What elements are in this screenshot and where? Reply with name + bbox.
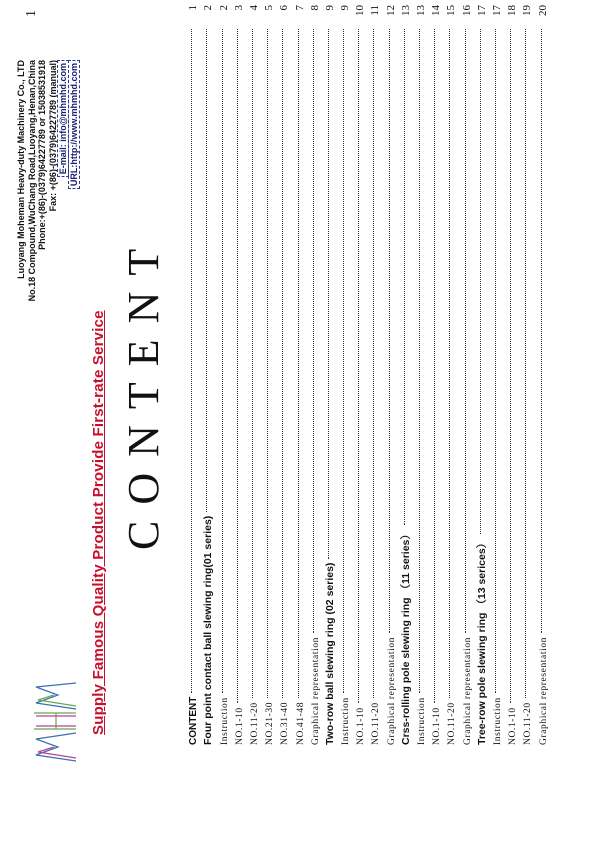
toc-entry[interactable]	[529, 5, 549, 745]
company-info	[16, 60, 79, 480]
toc-entry-page: 9	[323, 5, 336, 11]
toc-entry-page: 17	[475, 5, 488, 16]
toc-dot-leader	[298, 29, 314, 633]
toc-entry-label: Graphical representation	[386, 636, 397, 745]
toc-dot-leader	[373, 29, 389, 633]
toc-entry-label: Tree-row pole slewing ring （13 serices）	[475, 537, 488, 745]
toc-entry-label: NO.1-10	[432, 707, 443, 745]
toc-entry-page: 7	[293, 5, 306, 11]
toc-entry-label: Instruction	[341, 697, 352, 745]
toc-dot-leader	[313, 29, 329, 559]
company-logo	[28, 681, 80, 765]
company-url-line	[69, 60, 80, 480]
toc-entry-label: Instruction	[417, 697, 427, 745]
toc-dot-leader	[222, 29, 238, 703]
toc-entry-page: 10	[354, 5, 367, 16]
toc-entry-page: 1	[187, 5, 200, 11]
company-email-line	[58, 60, 69, 480]
toc-entry-label: Instruction	[492, 697, 503, 745]
toc-entry-label: Four point contact ball slewing ring(01 series)	[202, 515, 215, 745]
toc-dot-leader	[282, 29, 298, 698]
toc-entry-page: 4	[247, 5, 260, 11]
toc-entry-label: Graphical representation	[462, 636, 473, 745]
company-email[interactable]: E-mail: info@mhmhd.com	[57, 60, 69, 177]
company-url[interactable]: URL:http://www.mhmhd.com	[68, 60, 80, 189]
toc-entry-label: NO.41-48	[295, 701, 306, 745]
company-address: No.18 Compound,WuChang Road,Luoyang,Henan,China	[26, 60, 37, 302]
toc-entry-page: 13	[399, 5, 412, 16]
toc-entry-label: CONTENT	[188, 696, 200, 745]
toc-entry-label: Two-row ball slewing ring (02 series)	[323, 562, 336, 745]
toc-entry-label: Graphical representation	[310, 636, 321, 745]
toc-dot-leader	[449, 29, 465, 633]
toc-entry-page: 13	[415, 5, 427, 16]
toc-entry-page: 6	[278, 5, 291, 11]
toc-entry-label: NO.1-10	[234, 707, 245, 745]
toc-entry-label: Crss-rolling pole slewing ring （11 series）	[399, 529, 412, 745]
page-title: CONTENT	[119, 232, 168, 550]
toc-entry-page: 20	[536, 5, 549, 16]
toc-entry-page: 12	[384, 5, 397, 16]
toc-dot-leader	[206, 29, 222, 693]
toc-entry-label: Instruction	[219, 697, 230, 745]
toc-dot-leader	[176, 29, 192, 693]
toc-dot-leader	[510, 29, 526, 698]
toc-entry-label: Graphical representation	[538, 636, 549, 745]
toc-entry-page: 15	[445, 5, 458, 16]
toc-entry-page: 2	[202, 5, 215, 11]
company-name: Luoyang Moheman Heavy-duty Machinery Co., LTD	[16, 60, 26, 279]
toc-entry-page: 19	[521, 5, 534, 16]
toc-entry-label: NO.21-30	[265, 701, 276, 745]
toc-entry-label: NO.11-20	[523, 702, 534, 745]
toc-entry-page: 5	[263, 5, 276, 11]
company-phone: Phone:+(86)-(0379)64227789 or 15038531918	[37, 60, 47, 250]
toc-entry-label: NO.31-40	[280, 701, 291, 745]
toc-entry-page: 14	[430, 5, 443, 16]
toc-dot-leader	[328, 29, 344, 693]
toc-entry-page: 16	[460, 5, 473, 16]
toc-dot-leader	[343, 29, 359, 703]
toc-entry-page: 9	[339, 5, 352, 11]
toc-dot-leader	[404, 29, 420, 693]
toc-dot-leader	[419, 29, 435, 703]
toc-entry-page: 3	[232, 5, 245, 11]
page-number: 1	[24, 10, 39, 17]
toc-dot-leader	[252, 29, 268, 698]
toc-entry-page: 8	[308, 5, 321, 11]
toc-dot-leader	[191, 29, 207, 512]
toc-dot-leader	[480, 29, 496, 693]
toc-entry-page: 2	[217, 5, 230, 11]
company-fax: Fax: +(86)-(0379)64227789 (manual)	[47, 60, 58, 212]
table-of-contents	[180, 5, 549, 745]
toc-entry-page: 17	[490, 5, 503, 16]
toc-entry-page: 11	[369, 5, 382, 16]
company-slogan: Supply Famous Quality Product Provide First-rate Service	[90, 310, 107, 735]
toc-dot-leader	[267, 29, 283, 698]
toc-dot-leader	[465, 29, 481, 534]
toc-dot-leader	[358, 29, 374, 698]
toc-dot-leader	[237, 29, 253, 698]
toc-entry-label: NO.1-10	[508, 707, 519, 745]
toc-dot-leader	[525, 29, 541, 633]
toc-entry-label: NO.11-20	[249, 702, 260, 745]
toc-dot-leader	[389, 29, 405, 525]
toc-entry-label: NO.11-20	[447, 702, 458, 745]
toc-entry-label: NO.1-10	[356, 707, 367, 745]
toc-entry-label: NO.11-20	[371, 702, 382, 745]
toc-dot-leader	[434, 29, 450, 698]
toc-dot-leader	[495, 29, 511, 703]
toc-entry-page: 18	[506, 5, 519, 16]
